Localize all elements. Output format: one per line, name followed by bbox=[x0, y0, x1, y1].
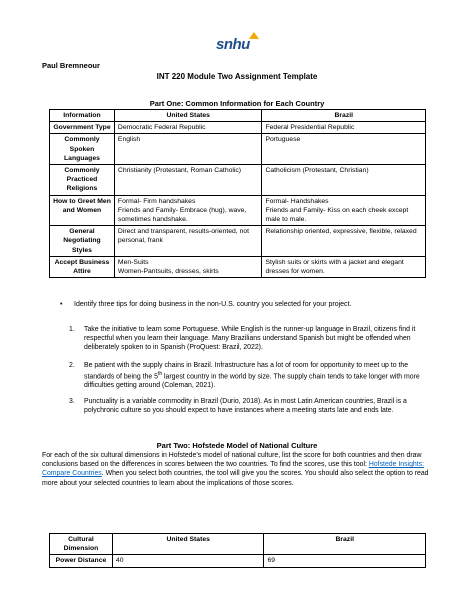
tip-number: 3. bbox=[69, 398, 75, 405]
header-united-states: United States bbox=[114, 110, 262, 122]
header-information: Information bbox=[50, 110, 115, 122]
united-states-cell: Direct and transparent, results-oriented, not personal, frank bbox=[114, 226, 262, 257]
tip-text bbox=[84, 361, 424, 391]
table-row bbox=[50, 256, 426, 277]
part-one-title: Part One: Common Information for Each Country bbox=[149, 99, 325, 108]
row-label: Accept Business Attire bbox=[50, 256, 115, 277]
bullet-text: Identify three tips for doing business in the non-U.S. country you selected for your project. bbox=[74, 301, 352, 308]
table-row bbox=[50, 122, 426, 134]
logo-roof-icon bbox=[249, 32, 259, 39]
tip-number: 1. bbox=[69, 326, 75, 333]
table-row bbox=[50, 226, 426, 257]
document-title: INT 220 Module Two Assignment Template bbox=[156, 72, 318, 81]
brazil-cell: Federal Presidential Republic bbox=[262, 122, 426, 134]
part-two-title: Part Two: Hofstede Model of National Culture bbox=[156, 441, 318, 450]
row-label: Power Distance bbox=[50, 555, 113, 567]
tip-text: Take the initiative to learn some Portuguese. While English is the runner-up language in Brazil, citizens find it respectful when you learn their language. Many Brazilians understand Spanish but might be offended when deliberately spoken to in Spanish (ProQuest: Brazil, 2022). bbox=[84, 326, 416, 352]
snhu-logo bbox=[216, 32, 260, 56]
row-label: How to Greet Men and Women bbox=[50, 195, 115, 226]
table-row bbox=[50, 134, 426, 165]
country-info-table bbox=[49, 109, 426, 278]
intro-text-after: . When you select both countries, the tool will give you the scores. You should also select the option to read more about your selected countries to learn about the implications of those scores. bbox=[42, 470, 429, 487]
tip-2-part-b: largest country in the world by size. The supply chain tends to take longer with more difficulties getting around (Coleman, 2021). bbox=[84, 373, 420, 390]
header-united-states: United States bbox=[112, 534, 264, 555]
brazil-cell: Stylish suits or skirts with a jacket and elegant dresses for women. bbox=[262, 256, 426, 277]
table-header-row bbox=[50, 534, 426, 555]
brazil-cell: Formal- Handshakes Friends and Family- Kiss on each cheek except male to male. bbox=[262, 195, 426, 226]
table-row bbox=[50, 555, 426, 567]
hofstede-link[interactable]: Hofstede Insights: Compare Countries bbox=[42, 461, 425, 478]
tip-2-part-a: Be patient with the supply chains in Brazil. Infrastructure has a lot of room for opportunity to meet up to the standards of being the 5 bbox=[84, 362, 409, 381]
bullet-dot-icon: • bbox=[60, 301, 63, 308]
part-two-intro bbox=[42, 451, 434, 488]
brazil-cell: 69 bbox=[264, 555, 426, 567]
tip-item bbox=[54, 325, 424, 352]
tip-item bbox=[54, 397, 424, 415]
row-label: General Negotiating Styles bbox=[50, 226, 115, 257]
tip-item bbox=[54, 361, 424, 391]
united-states-cell: Men-Suits Women-Pantsuits, dresses, skirts bbox=[114, 256, 262, 277]
hofstede-table bbox=[49, 533, 426, 568]
table-row bbox=[50, 195, 426, 226]
row-label: Commonly Spoken Languages bbox=[50, 134, 115, 165]
brazil-cell: Catholicism (Protestant, Christian) bbox=[262, 165, 426, 196]
header-cultural-dimension: Cultural Dimension bbox=[50, 534, 113, 555]
row-label: Commonly Practiced Religions bbox=[50, 165, 115, 196]
header-brazil: Brazil bbox=[264, 534, 426, 555]
table-row bbox=[50, 165, 426, 196]
logo-text: snhu bbox=[216, 36, 250, 53]
row-label: Government Type bbox=[50, 122, 115, 134]
united-states-cell: Formal- Firm handshakes Friends and Family- Embrace (hug), wave, sometimes handshake. bbox=[114, 195, 262, 226]
tip-text: Punctuality is a variable commodity in Brazil (Durio, 2018). As in most Latin American countries, Brazil is a polychronic culture so you should expect to have instances where a meeting starts late and ends late. bbox=[84, 398, 407, 415]
author-name: Paul Bremneour bbox=[42, 61, 100, 70]
intro-text-before: For each of the six cultural dimensions in Hofstede’s model of national culture, list the score for both countries and then draw conclusions based on the differences in scores between the two countries. To find the scores, use this tool: bbox=[42, 452, 422, 469]
united-states-cell: English bbox=[114, 134, 262, 165]
tip-number: 2. bbox=[69, 362, 75, 369]
united-states-cell: Democratic Federal Republic bbox=[114, 122, 262, 134]
united-states-cell: 40 bbox=[112, 555, 264, 567]
superscript-th: th bbox=[157, 371, 163, 378]
brazil-cell: Portuguese bbox=[262, 134, 426, 165]
header-brazil: Brazil bbox=[262, 110, 426, 122]
united-states-cell: Christianity (Protestant, Roman Catholic) bbox=[114, 165, 262, 196]
brazil-cell: Relationship oriented, expressive, flexible, relaxed bbox=[262, 226, 426, 257]
table-header-row bbox=[50, 110, 426, 122]
